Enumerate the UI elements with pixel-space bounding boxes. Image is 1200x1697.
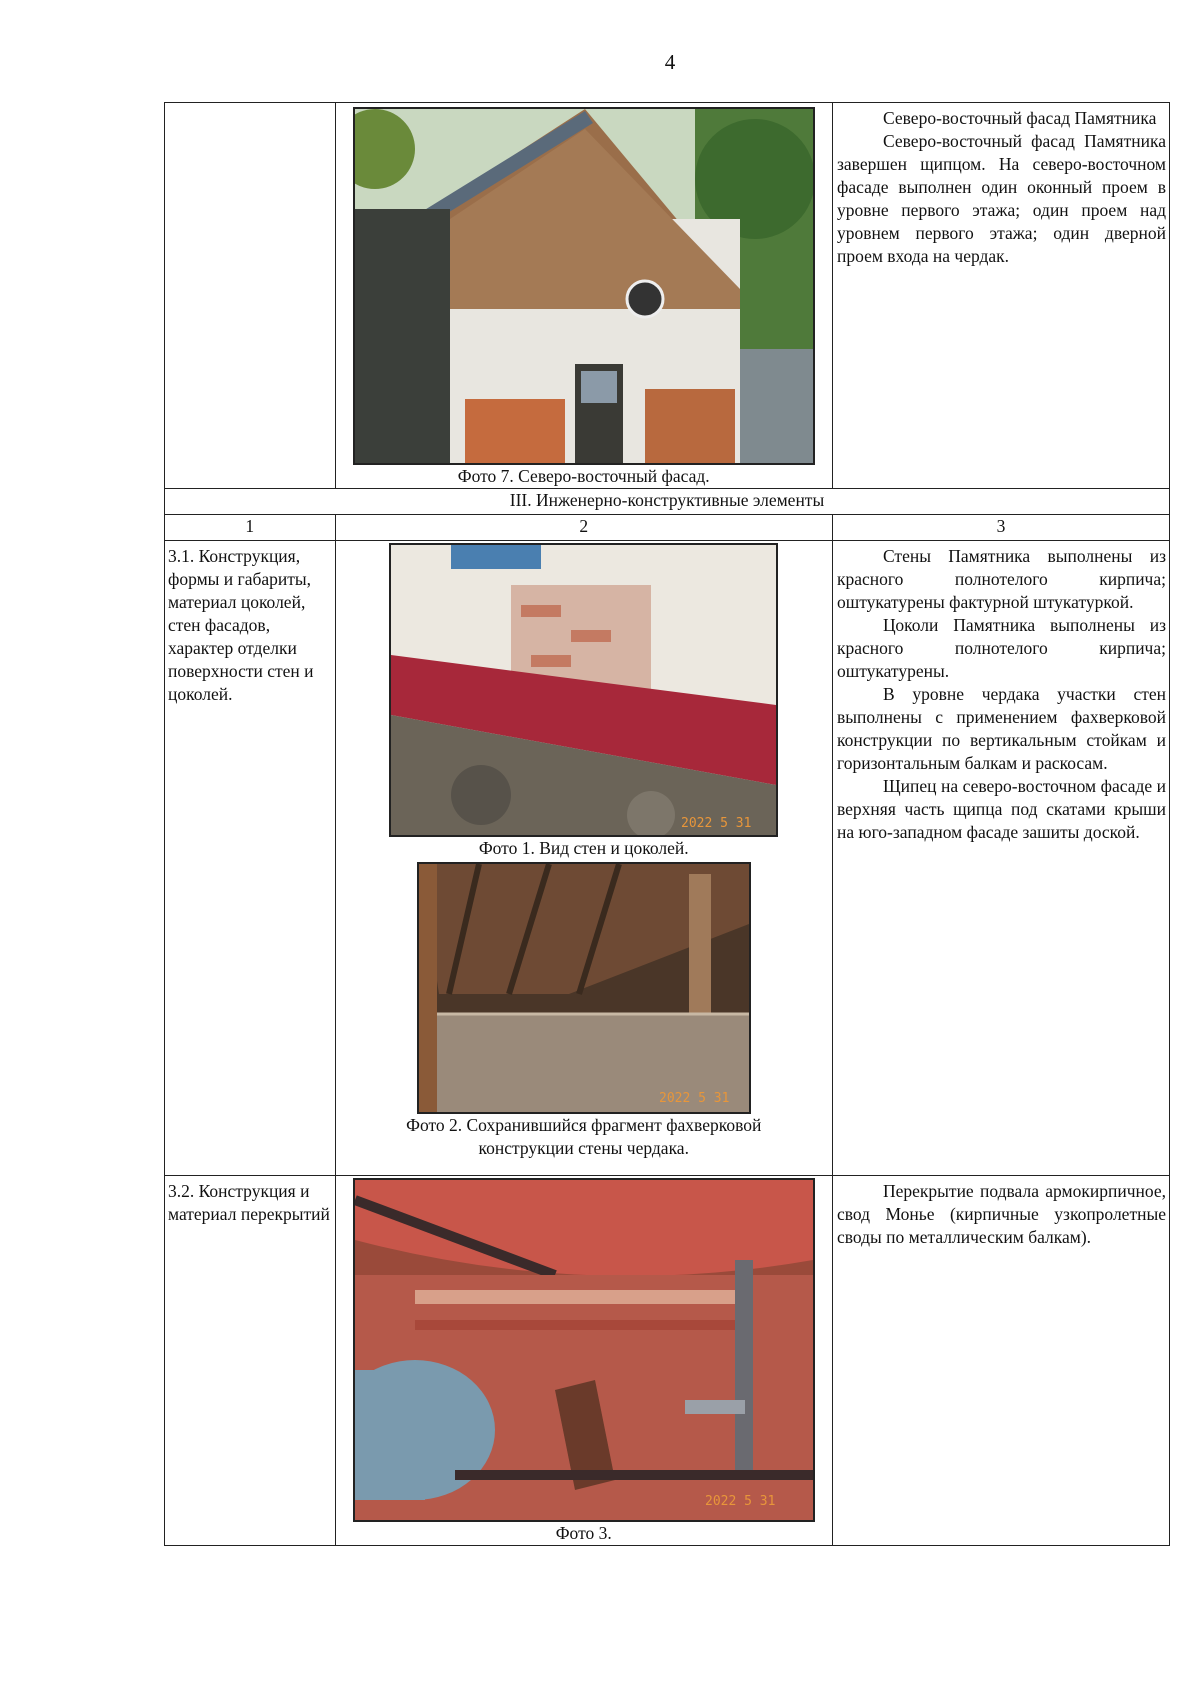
row-label-cell (165, 541, 336, 1176)
row-label: 3.1. Конструкция, формы и габариты, материал цоколей, стен фасадов, характер отделки поверхности стен и цоколей. (168, 546, 314, 704)
paragraph-gable: Щипец на северо-восточном фасаде и верхняя часть щипца под скатами крыши на юго-западном фасаде зашиты доской. (836, 776, 1166, 842)
column-number-row (165, 515, 1170, 541)
row-label-cell (165, 1176, 336, 1546)
basement-photo-caption: Фото 3. (555, 1523, 612, 1543)
section-title: III. Инженерно-конструктивные элементы (165, 489, 1170, 515)
attic-photo-timestamp: 2022 5 31 (658, 1091, 730, 1106)
description-cell (832, 541, 1169, 1176)
paragraph-plinths: Цоколи Памятника выполнены из красного полнотелого кирпича; оштукатурены. (836, 615, 1166, 681)
description-cell (832, 103, 1169, 489)
row-3-2 (165, 1176, 1170, 1546)
description-cell (832, 1176, 1169, 1546)
paragraph-floors: Перекрытие подвала армокирпичное, свод Монье (кирпичные узкопролетные своды по металлическим балкам). (836, 1181, 1166, 1247)
row-3-1 (165, 541, 1170, 1176)
basement-photo-timestamp: 2022 5 31 (704, 1494, 776, 1509)
paragraph-walls: Стены Памятника выполнены из красного полнотелого кирпича; оштукатурены фактурной штукатуркой. (836, 546, 1166, 612)
attic-photo (417, 862, 751, 1114)
basement-vault-photo (353, 1178, 815, 1522)
paragraph-attic: В уровне чердака участки стен выполнены с применением фахверковой конструкции по вертикальным стойкам и горизонтальным балкам и раскосам. (836, 684, 1166, 773)
photo-cell (335, 541, 832, 1176)
empty-label-cell (165, 103, 336, 489)
facade-photo-caption: Фото 7. Северо-восточный фасад. (457, 466, 710, 486)
column-number-2: 2 (335, 515, 832, 541)
wall-photo-caption: Фото 1. Вид стен и цоколей. (478, 838, 689, 858)
photo-cell (335, 103, 832, 489)
attic-photo-caption: Фото 2. Сохранившийся фрагмент фахверковой конструкции стены чердака. (406, 1115, 762, 1158)
column-number-1: 1 (165, 515, 336, 541)
facade-photo (353, 107, 815, 465)
facade-row (165, 103, 1170, 489)
wall-photo (389, 543, 778, 837)
photo-cell (335, 1176, 832, 1546)
page-number: 4 (664, 50, 676, 74)
inspection-table (164, 102, 1170, 1546)
column-number-3: 3 (832, 515, 1169, 541)
row-label: 3.2. Конструкция и материал перекрытий (168, 1181, 330, 1224)
wall-photo-timestamp: 2022 5 31 (681, 816, 752, 831)
section-title-row (165, 489, 1170, 515)
facade-heading: Северо-восточный фасад Памятника (882, 108, 1157, 128)
facade-description: Северо-восточный фасад Памятника завершен щипцом. На северо-восточном фасаде выполнен один оконный проем в уровне первого этажа; один проем над уровнем первого этажа; один дверной проем входа на чердак. (836, 131, 1166, 266)
